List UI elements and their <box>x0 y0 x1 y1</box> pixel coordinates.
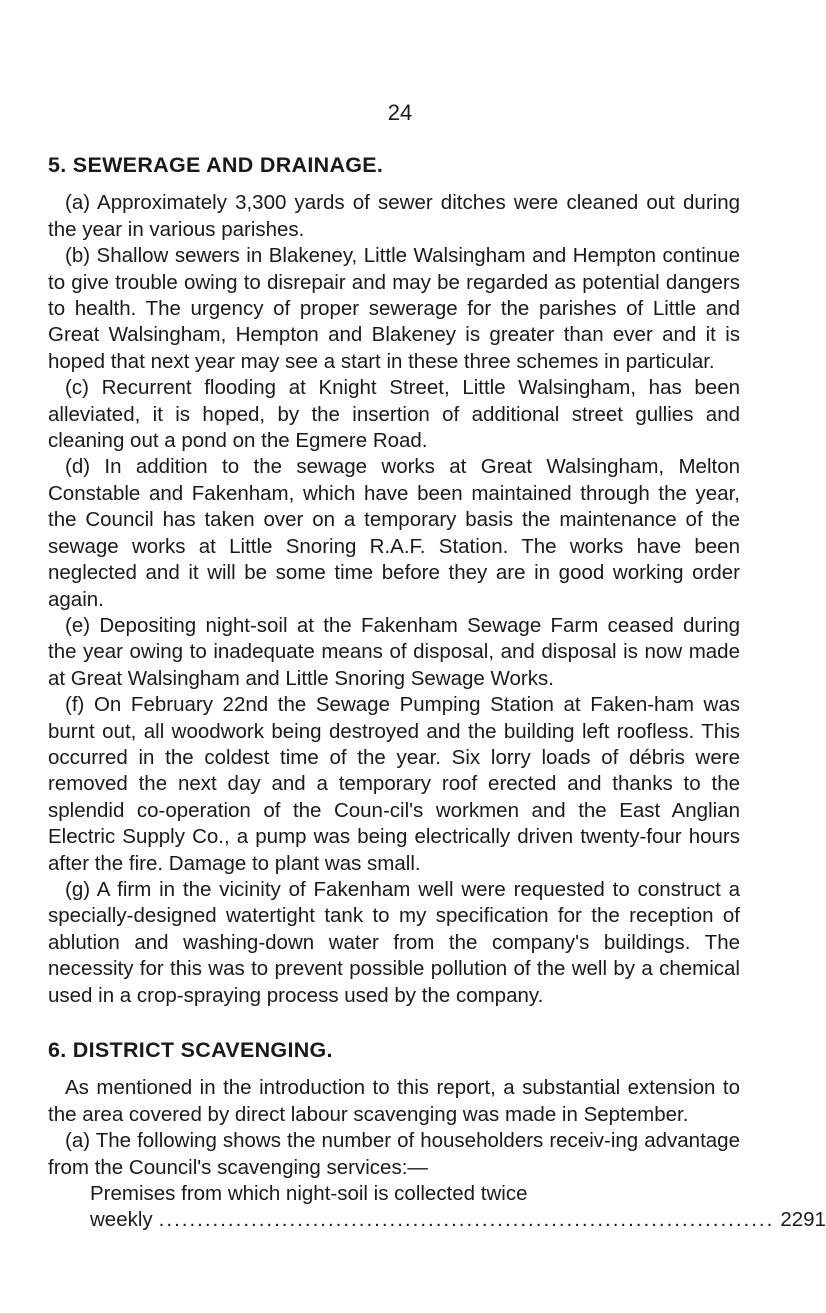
list-item-value: 2291 <box>780 1208 826 1232</box>
paragraph-6a: (a) The following shows the number of householders receiv-ing advantage from the Council's scavenging services:— <box>48 1129 740 1179</box>
list-item-leader-row <box>90 1207 826 1233</box>
section-heading-sewerage: 5. SEWERAGE AND DRAINAGE. <box>48 153 384 177</box>
paragraph-5d: (d) In addition to the sewage works at Great Walsingham, Melton Constable and Fakenham, which have been maintained through the year, the Council has taken over on a temporary basis the maintenance of the sewage works at Little Snoring R.A.F. Station. The works have been neglected and it will be some time before they are in good working order again. <box>48 455 740 611</box>
dot-leader: ................................................................................ <box>158 1208 775 1232</box>
paragraph-6-intro: As mentioned in the introduction to this report, a substantial extension to the area covered by direct labour scavenging was made in September. <box>48 1076 740 1126</box>
paragraph-5g: (g) A firm in the vicinity of Fakenham well were requested to construct a specially-designed watertight tank to my specification for the reception of ablution and washing-down water from the company's buildings. The necessity for this was to prevent possible pollution of the well by a chemical used in a crop-spraying process used by the company. <box>48 877 740 1007</box>
list-item-label: weekly <box>90 1208 153 1232</box>
paragraph-5c: (c) Recurrent flooding at Knight Street, Little Walsingham, has been alleviated, it is hoped, by the insertion of additional street gullies and cleaning out a pond on the Egmere Road. <box>48 376 740 453</box>
list-item-line: Premises from which night-soil is collected twice <box>90 1182 528 1206</box>
paragraph-5e: (e) Depositing night-soil at the Fakenham Sewage Farm ceased during the year owing to inadequate means of disposal, and disposal is now made at Great Walsingham and Little Snoring Sewage Works. <box>48 613 740 690</box>
paragraph-5f: (f) On February 22nd the Sewage Pumping Station at Faken-ham was burnt out, all woodwork being destroyed and the building left roofless. This occurred in the coldest time of the year. Six lorry loads of débris were removed the next day and a temporary roof erected and thanks to the splendid co-operation of the Coun-cil's workmen and the East Anglian Electric Supply Co., a pump was being electrically driven twenty-four hours after the fire. Damage to plant was small. <box>48 693 740 875</box>
paragraph-5a: (a) Approximately 3,300 yards of sewer ditches were cleaned out during the year in various parishes. <box>48 191 740 241</box>
section-heading-scavenging: 6. DISTRICT SCAVENGING. <box>48 1038 333 1062</box>
page-content <box>48 152 826 1234</box>
page-number: 24 <box>387 100 413 125</box>
paragraph-5b: (b) Shallow sewers in Blakeney, Little Walsingham and Hempton continue to give trouble owing to disrepair and may be regarded as potential dangers to health. The urgency of proper sewerage for the parishes of Little and Great Walsingham, Hempton and Blakeney is greater than ever and it is hoped that next year may see a start in these three schemes in particular. <box>48 244 740 373</box>
